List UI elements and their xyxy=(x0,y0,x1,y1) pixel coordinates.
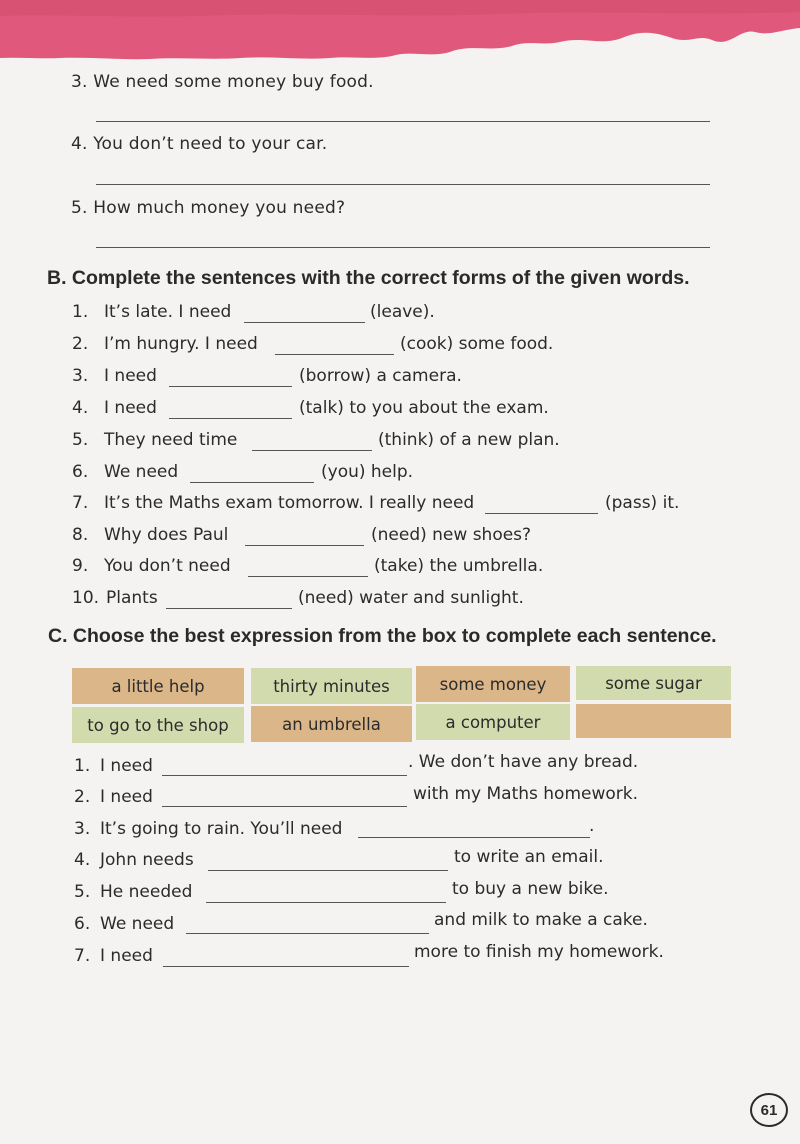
expression-chip: to go to the shop xyxy=(72,707,244,743)
item-text-before: I need xyxy=(104,398,157,418)
item-text-after: (need) new shoes? xyxy=(371,525,532,545)
question-text: How much money you need? xyxy=(93,198,346,218)
section-c-heading: C. Choose the best expression from the box to complete each sentence. xyxy=(48,625,717,647)
item-number: 4. xyxy=(74,850,91,870)
item-number: 8. xyxy=(72,525,89,545)
answer-blank[interactable] xyxy=(206,902,446,903)
item-text-before: Plants xyxy=(106,588,158,608)
section-b-heading: B. Complete the sentences with the correct forms of the given words. xyxy=(47,267,690,289)
item-number: 4. xyxy=(72,398,89,418)
answer-blank[interactable] xyxy=(248,576,368,577)
item-text-after: to buy a new bike. xyxy=(452,879,609,899)
expression-chip: some sugar xyxy=(576,666,731,700)
item-text-before: I need xyxy=(100,756,153,776)
expression-chip: thirty minutes xyxy=(251,668,412,704)
item-text-after: and milk to make a cake. xyxy=(434,910,648,930)
question-number: 3. xyxy=(71,72,88,92)
question-number: 4. xyxy=(71,134,88,154)
item-number: 1. xyxy=(74,756,91,776)
item-number: 3. xyxy=(72,366,89,386)
item-text-after: to write an email. xyxy=(454,847,604,867)
answer-blank[interactable] xyxy=(169,386,292,387)
item-text-after: (think) of a new plan. xyxy=(378,430,560,450)
item-text-before: He needed xyxy=(100,882,193,902)
question-number: 5. xyxy=(71,198,88,218)
item-number: 2. xyxy=(72,334,89,354)
answer-blank[interactable] xyxy=(208,870,448,871)
question-a3 xyxy=(71,72,374,92)
expression-chip: an umbrella xyxy=(251,706,412,742)
answer-blank[interactable] xyxy=(244,322,365,323)
answer-line[interactable] xyxy=(96,247,710,248)
question-a4 xyxy=(71,134,327,154)
expression-chip: some money xyxy=(416,666,570,702)
answer-blank[interactable] xyxy=(485,513,598,514)
answer-blank[interactable] xyxy=(252,450,372,451)
item-text-after: (borrow) a camera. xyxy=(299,366,462,386)
item-text-before: We need xyxy=(100,914,175,934)
item-text-after: (leave). xyxy=(370,302,435,322)
item-text-before: I need xyxy=(104,366,157,386)
item-text-after: (cook) some food. xyxy=(400,334,554,354)
item-text-after: . We don’t have any bread. xyxy=(408,752,639,772)
item-text-after: (take) the umbrella. xyxy=(374,556,544,576)
answer-blank[interactable] xyxy=(166,608,292,609)
answer-blank[interactable] xyxy=(162,806,407,807)
answer-blank[interactable] xyxy=(275,354,394,355)
item-number: 7. xyxy=(74,946,91,966)
item-number: 2. xyxy=(74,787,91,807)
item-number: 6. xyxy=(72,462,89,482)
answer-blank[interactable] xyxy=(169,418,292,419)
item-number: 1. xyxy=(72,302,89,322)
item-number: 7. xyxy=(72,493,89,513)
answer-line[interactable] xyxy=(96,184,710,185)
item-text-after: (you) help. xyxy=(321,462,414,482)
answer-blank[interactable] xyxy=(163,966,409,967)
item-number: 3. xyxy=(74,819,91,839)
question-a5 xyxy=(71,198,345,218)
expression-chip: a little help xyxy=(72,668,244,704)
item-number: 10. xyxy=(72,588,100,608)
answer-blank[interactable] xyxy=(186,933,429,934)
item-text-before: You don’t need xyxy=(104,556,231,576)
item-text-before: Why does Paul xyxy=(104,525,229,545)
item-text-after: (pass) it. xyxy=(605,493,680,513)
item-text-after: with my Maths homework. xyxy=(413,784,639,804)
answer-blank[interactable] xyxy=(245,545,364,546)
item-text-before: I need xyxy=(100,946,153,966)
item-text-before: John needs xyxy=(100,850,194,870)
item-number: 6. xyxy=(74,914,91,934)
answer-blank[interactable] xyxy=(190,482,314,483)
item-text-after: . xyxy=(589,816,595,836)
item-text-after: more to finish my homework. xyxy=(414,942,664,962)
item-text-before: We need xyxy=(104,462,179,482)
item-text-before: I need xyxy=(100,787,153,807)
item-number: 9. xyxy=(72,556,89,576)
answer-line[interactable] xyxy=(96,121,710,122)
item-number: 5. xyxy=(74,882,91,902)
item-text-before: I’m hungry. I need xyxy=(104,334,258,354)
item-text-after: (talk) to you about the exam. xyxy=(299,398,549,418)
question-text: We need some money buy food. xyxy=(93,72,374,92)
item-text-after: (need) water and sunlight. xyxy=(298,588,524,608)
expression-chip: a computer xyxy=(416,704,570,740)
page-number: 61 xyxy=(750,1093,788,1127)
answer-blank[interactable] xyxy=(162,775,407,776)
expression-chip-empty xyxy=(576,704,731,738)
question-text: You don’t need to your car. xyxy=(93,134,328,154)
item-number: 5. xyxy=(72,430,89,450)
item-text-before: It’s going to rain. You’ll need xyxy=(100,819,343,839)
item-text-before: It’s late. I need xyxy=(104,302,232,322)
answer-blank[interactable] xyxy=(358,837,590,838)
item-text-before: They need time xyxy=(104,430,238,450)
item-text-before: It’s the Maths exam tomorrow. I really need xyxy=(104,493,475,513)
